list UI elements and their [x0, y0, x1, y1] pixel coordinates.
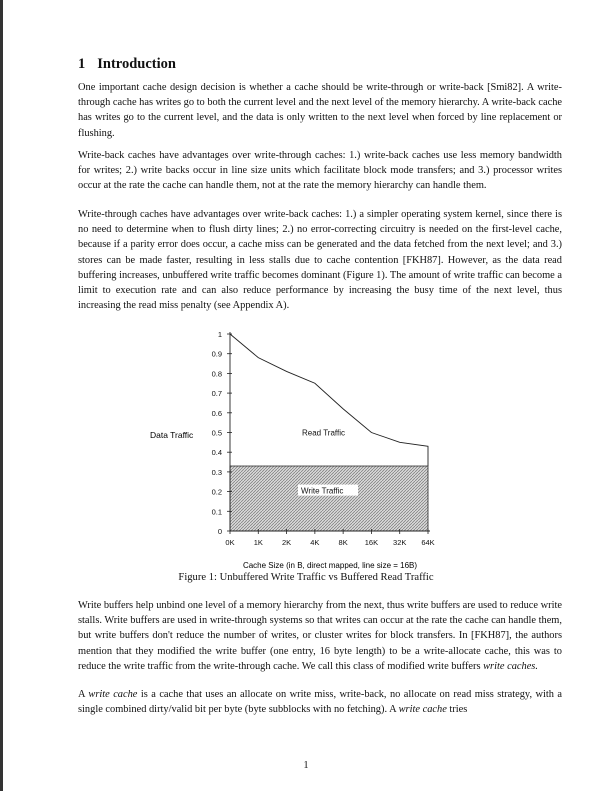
- y-tick-label: 0.9: [211, 349, 222, 359]
- x-tick-label: 8K: [338, 538, 348, 547]
- write-traffic-area: [230, 466, 428, 531]
- x-tick-label: 32K: [393, 538, 407, 547]
- x-tick-label: 16K: [364, 538, 379, 547]
- y-tick-label: 0.6: [211, 408, 222, 418]
- x-tick-label: 0K: [225, 538, 235, 547]
- page-edge-shadow: [0, 0, 3, 791]
- figure-caption: Figure 1: Unbuffered Write Traffic vs Buffered Read Traffic: [178, 572, 434, 583]
- page-number: 1: [303, 760, 309, 771]
- text-run: tries: [446, 704, 468, 716]
- x-tick-label: 2K: [281, 538, 292, 547]
- paragraph-3: Write-through caches have advantages over write-back caches: 1.) a simpler operating system kernel, since there is no need to determine when to flush dirty lines; 2.) no error-correcting circuitry is needed on the first-level cache, because if a parity error does occur, a cache miss can be generated and the data fetched from the next level; and 3.) stores can be made faster, resulting in less stalls due to cache contention [FKH87]. However, as the data read buffering increases, unbuffered write traffic becomes dominant (Figure 1). The amount of write traffic can become a limit to execution rate and can also reduce performance by increasing the busy time of the next level, thus increasing the read miss penalty (see Appendix A).: [78, 209, 562, 312]
- y-tick-label: 0.4: [211, 448, 222, 458]
- section-title: Introduction: [97, 56, 176, 72]
- paragraph-1: One important cache design decision is whether a cache should be write-through or write-back [Smi82]. A write-through cache has writes go to both the current level and the next level of the memory hierarchy. A write-back cache has writes go to the current level, and the data is only written to the next level when forced by line replacement or flushing.: [78, 82, 562, 139]
- y-tick-label: 0.8: [211, 369, 222, 379]
- text-run: A: [78, 689, 89, 700]
- y-tick-label: 0.1: [211, 507, 222, 517]
- y-axis-label: Data Traffic: [150, 430, 194, 440]
- y-tick-label: 0.3: [211, 467, 222, 477]
- text-run: is a cache that uses an allocate on write miss, write-back, no allocate on read miss strategy, with a single combined dirty/valid bit per byte (byte subblocks with no fetching). A: [78, 689, 563, 716]
- x-tick-label: 64K: [421, 538, 435, 547]
- x-axis-label: Cache Size (in B, direct mapped, line size = 16B): [242, 561, 418, 570]
- x-tick-label: 1K: [253, 538, 263, 547]
- read-traffic-annotation: Read Traffic: [302, 428, 345, 438]
- paragraph-4-emphasis: write caches.: [483, 660, 538, 672]
- write-traffic-annotation: Write Traffic: [301, 486, 344, 496]
- section-heading: [78, 56, 176, 73]
- paragraph-2: Write-back caches have advantages over write-through caches: 1.) write-back caches use less memory bandwidth for writes; 2.) write backs occur in line size units which facilitate block mode transfers; and 3.) processor writes occur at the rate the cache can handle them, not at the rate the memory hierarchy can handle them.: [78, 150, 562, 192]
- paragraph-4: [78, 598, 562, 674]
- figure-1-chart: [130, 322, 510, 590]
- y-tick-label: 1: [217, 330, 222, 339]
- y-tick-label: 0.7: [211, 389, 222, 399]
- paragraph-4-text: Write buffers help unbind one level of a memory hierarchy from the next, thus write buffers are used to reduce write stalls. Write buffers are used in write-through systems so that writes can occur at the rate the cache can handle them, but write buffers don't reduce the number of writes, or cluster writes for block transfers. In [FKH87], the authors mention that they modified the write buffer (one entry, 16 byte length) to be a write-allocate cache, this was to reduce the write traffic from the write-through cache. We call this class of modified write buffers: [78, 600, 562, 672]
- y-tick-label: 0.2: [211, 487, 222, 497]
- emphasis-term: write cache: [398, 704, 447, 716]
- emphasis-term: write cache: [88, 689, 138, 700]
- read-traffic-line: [230, 334, 428, 466]
- y-tick-label: 0: [217, 527, 222, 536]
- y-tick-label: 0.5: [211, 428, 222, 438]
- x-tick-label: 4K: [310, 538, 320, 547]
- section-number: 1: [78, 56, 86, 72]
- paragraph-5: [78, 687, 562, 717]
